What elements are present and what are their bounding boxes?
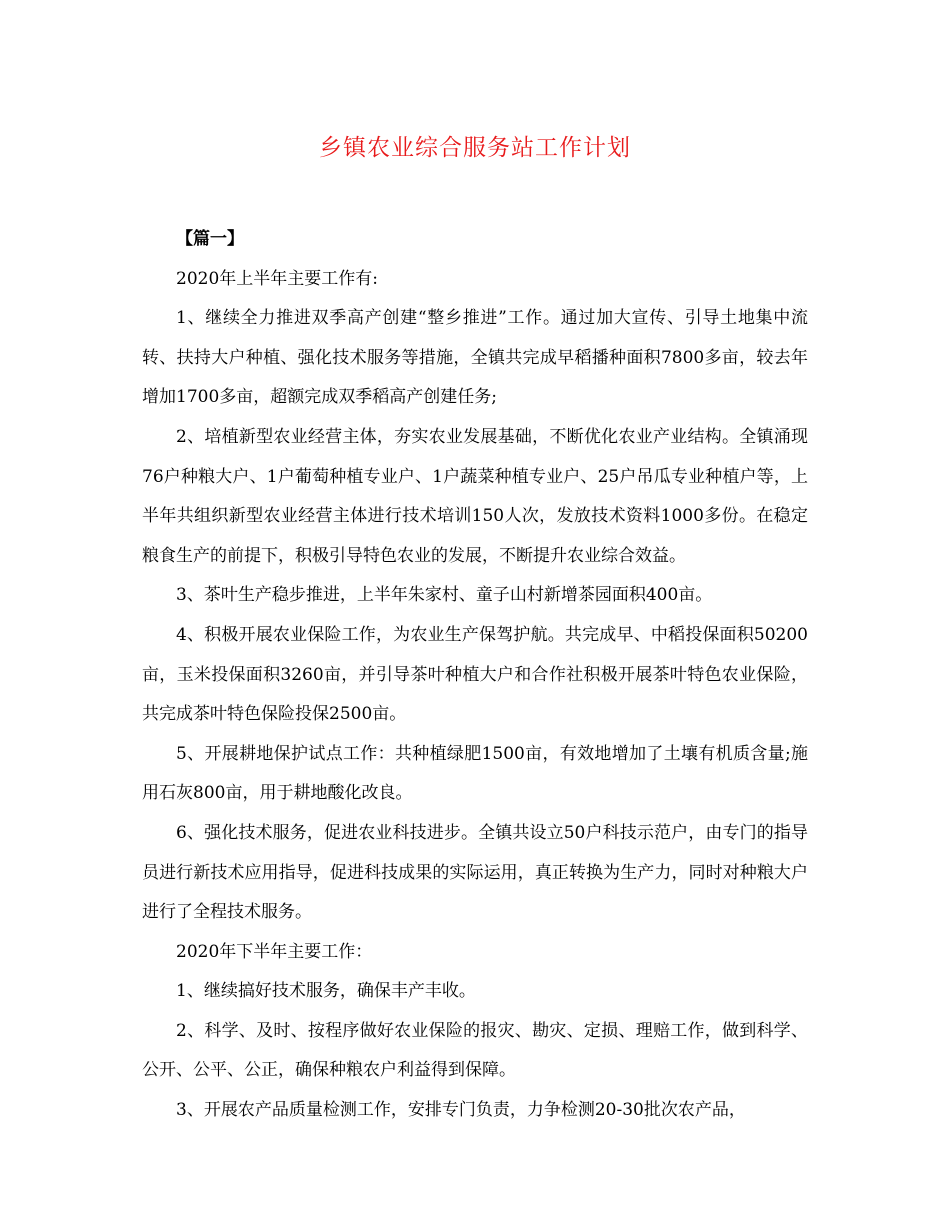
- paragraph: 2020年下半年主要工作：: [176, 941, 373, 962]
- document-title: 乡镇农业综合服务站工作计划: [319, 135, 631, 161]
- paragraph: 2、培植新型农业经营主体，夯实农业发展基础，不断优化农业产业结构。全镇涌现76户种粮大户、1户葡萄种植专业户、1户蔬菜种植专业户、25户吊瓜专业种植户等，上半年共组织新型农业经营主体进行技术培训150人次，发放技术资料1000多份。在稳定粮食生产的前提下，积极引导特色农业的发展，不断提升农业综合效益。: [142, 426, 808, 566]
- paragraph: 3、茶叶生产稳步推进，上半年朱家村、童子山村新增茶园面积400亩。: [176, 585, 713, 606]
- paragraph: 5、开展耕地保护试点工作：共种植绿肥1500亩，有效地增加了土壤有机质含量;施用石灰800亩，用于耕地酸化改良。: [142, 743, 808, 804]
- section-label: 【篇一】: [176, 229, 244, 249]
- paragraph: 2020年上半年主要工作有:: [176, 268, 378, 289]
- document-body: [142, 220, 808, 1131]
- paragraph: 2、科学、及时、按程序做好农业保险的报灾、勘灾、定损、理赔工作，做到科学、公开、公平、公正，确保种粮农户利益得到保障。: [142, 1020, 808, 1081]
- paragraph: 3、开展农产品质量检测工作，安排专门负责，力争检测20-30批次农产品，: [176, 1100, 746, 1121]
- paragraph: 6、强化技术服务，促进农业科技进步。全镇共设立50户科技示范户，由专门的指导员进行新技术应用指导，促进科技成果的实际运用，真正转换为生产力，同时对种粮大户进行了全程技术服务。: [142, 822, 808, 923]
- paragraph: 1、继续搞好技术服务，确保丰产丰收。: [176, 981, 476, 1002]
- paragraph: 1、继续全力推进双季高产创建“整乡推进”工作。通过加大宣传、引导土地集中流转、扶持大户种植、强化技术服务等措施，全镇共完成早稻播种面积7800多亩，较去年增加1700多亩，超额完成双季稻高产创建任务;: [142, 308, 808, 408]
- paragraph: 4、积极开展农业保险工作，为农业生产保驾护航。共完成早、中稻投保面积50200亩，玉米投保面积3260亩，并引导茶叶种植大户和合作社积极开展茶叶特色农业保险，共完成茶叶特色保险投保2500亩。: [142, 624, 808, 725]
